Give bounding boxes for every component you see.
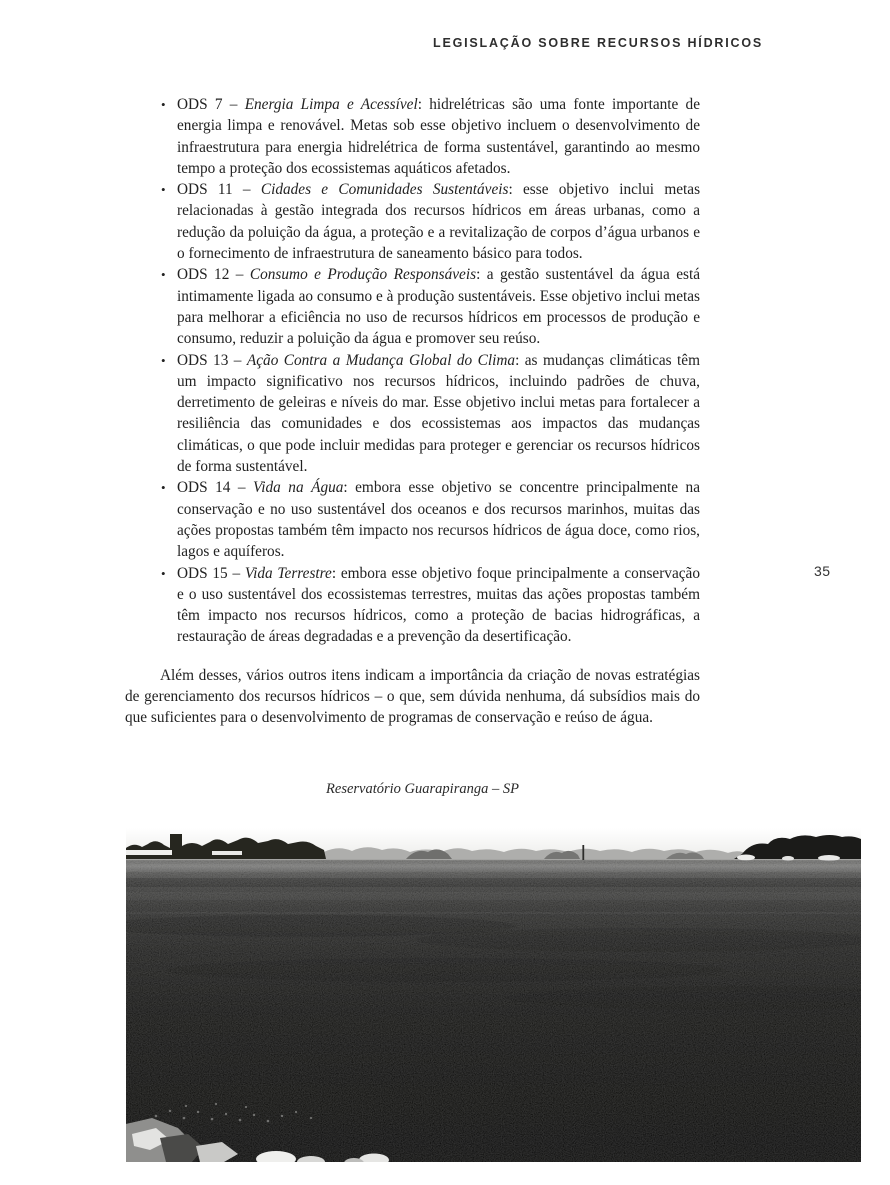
ods-prefix: ODS 12 – [177,266,250,284]
page-number: 35 [814,563,831,579]
bullet-icon: • [161,565,166,581]
bullet-icon: • [161,97,166,112]
ods-title: Ação Contra a Mudança Global do Clima [246,351,516,369]
list-item [125,264,700,349]
bullet-icon: • [161,182,166,198]
ods-text: : embora esse objetivo foque principalmente a conservação e o uso sustentável dos ecossistemas terrestres, muitas das ações propostas também têm impacto nos recursos hídricos, como a proteção de bacias hidrográficas, a restauração de áreas degradadas e a prevenção da desertificação. [177,564,700,646]
ods-text: : embora esse objetivo se concentre principalmente na conservação e no uso sustentável dos oceanos e dos recursos marinhos, muitas das ações propostas também têm impacto nos recursos hídricos de água doce, como rios, lagos e aquíferos. [177,479,700,561]
ods-prefix: ODS 14 – [177,479,254,497]
figure-caption: Reservatório Guarapiranga – SP [326,781,519,797]
ods-title: Consumo e Produção Responsáveis [249,266,477,284]
list-item [125,179,700,264]
body-text-block [125,94,700,729]
ods-prefix: ODS 7 – [177,96,245,113]
ods-prefix: ODS 13 – [177,351,247,369]
list-item [125,350,700,478]
closing-paragraph: Além desses, vários outros itens indicam a importância da criação de novas estratégias de gerenciamento dos recursos hídricos – o que, sem dúvida nenhuma, dá subsídios mais do que suficientes para o desenvolvimento de programas de conservação e reúso de água. [125,666,700,727]
bullet-icon: • [161,267,166,283]
reservoir-photo [126,828,861,1162]
ods-text: : a gestão sustentável da água está intimamente ligada ao consumo e à produção sustentáveis. Esse objetivo inclui metas para melhorar a eficiência no uso de recursos hídricos em processos de produção e consumo, reduzir a poluição da água e promover seu reúso. [177,266,700,348]
ods-text: : as mudanças climáticas têm um impacto significativo nos recursos hídricos, incluindo padrões de chuva, derretimento de geleiras e níveis do mar. Esse objetivo inclui metas para fortalecer a resiliência das comunidades e dos ecossistemas aos impactos das mudanças climáticas, o que pode incluir medidas para proteger e gerenciar os recursos hídricos de forma sustentável. [177,351,700,476]
reservoir-photo-art [126,828,861,1162]
ods-text: : esse objetivo inclui metas relacionadas à gestão integrada dos recursos hídricos em áreas urbanas, como a redução da poluição da água, a proteção e a revitalização de corpos d’água urbanos e o fornecimento de infraestrutura de saneamento básico para todos. [177,181,701,263]
ods-text: : hidrelétricas são uma fonte importante de energia limpa e renovável. Metas sob esse objetivo incluem o desenvolvimento de infraestrutura para energia hidrelétrica de forma sustentável, garantindo ao mesmo tempo a proteção dos ecossistemas aquáticos afetados. [177,96,700,177]
ods-prefix: ODS 11 – [177,181,261,199]
list-item [125,563,700,648]
list-item [125,477,700,562]
bullet-icon: • [161,480,166,496]
running-title: LEGISLAÇÃO SOBRE RECURSOS HÍDRICOS [433,36,763,50]
ods-title: Cidades e Comunidades Sustentáveis [260,181,509,199]
ods-title: Vida Terrestre [244,564,332,582]
bullet-icon: • [161,352,166,368]
ods-prefix: ODS 15 – [177,564,245,582]
ods-title: Energia Limpa e Acessível [244,96,418,113]
ods-title: Vida na Água [253,479,344,497]
ods-list [125,94,700,648]
list-item [125,94,700,179]
